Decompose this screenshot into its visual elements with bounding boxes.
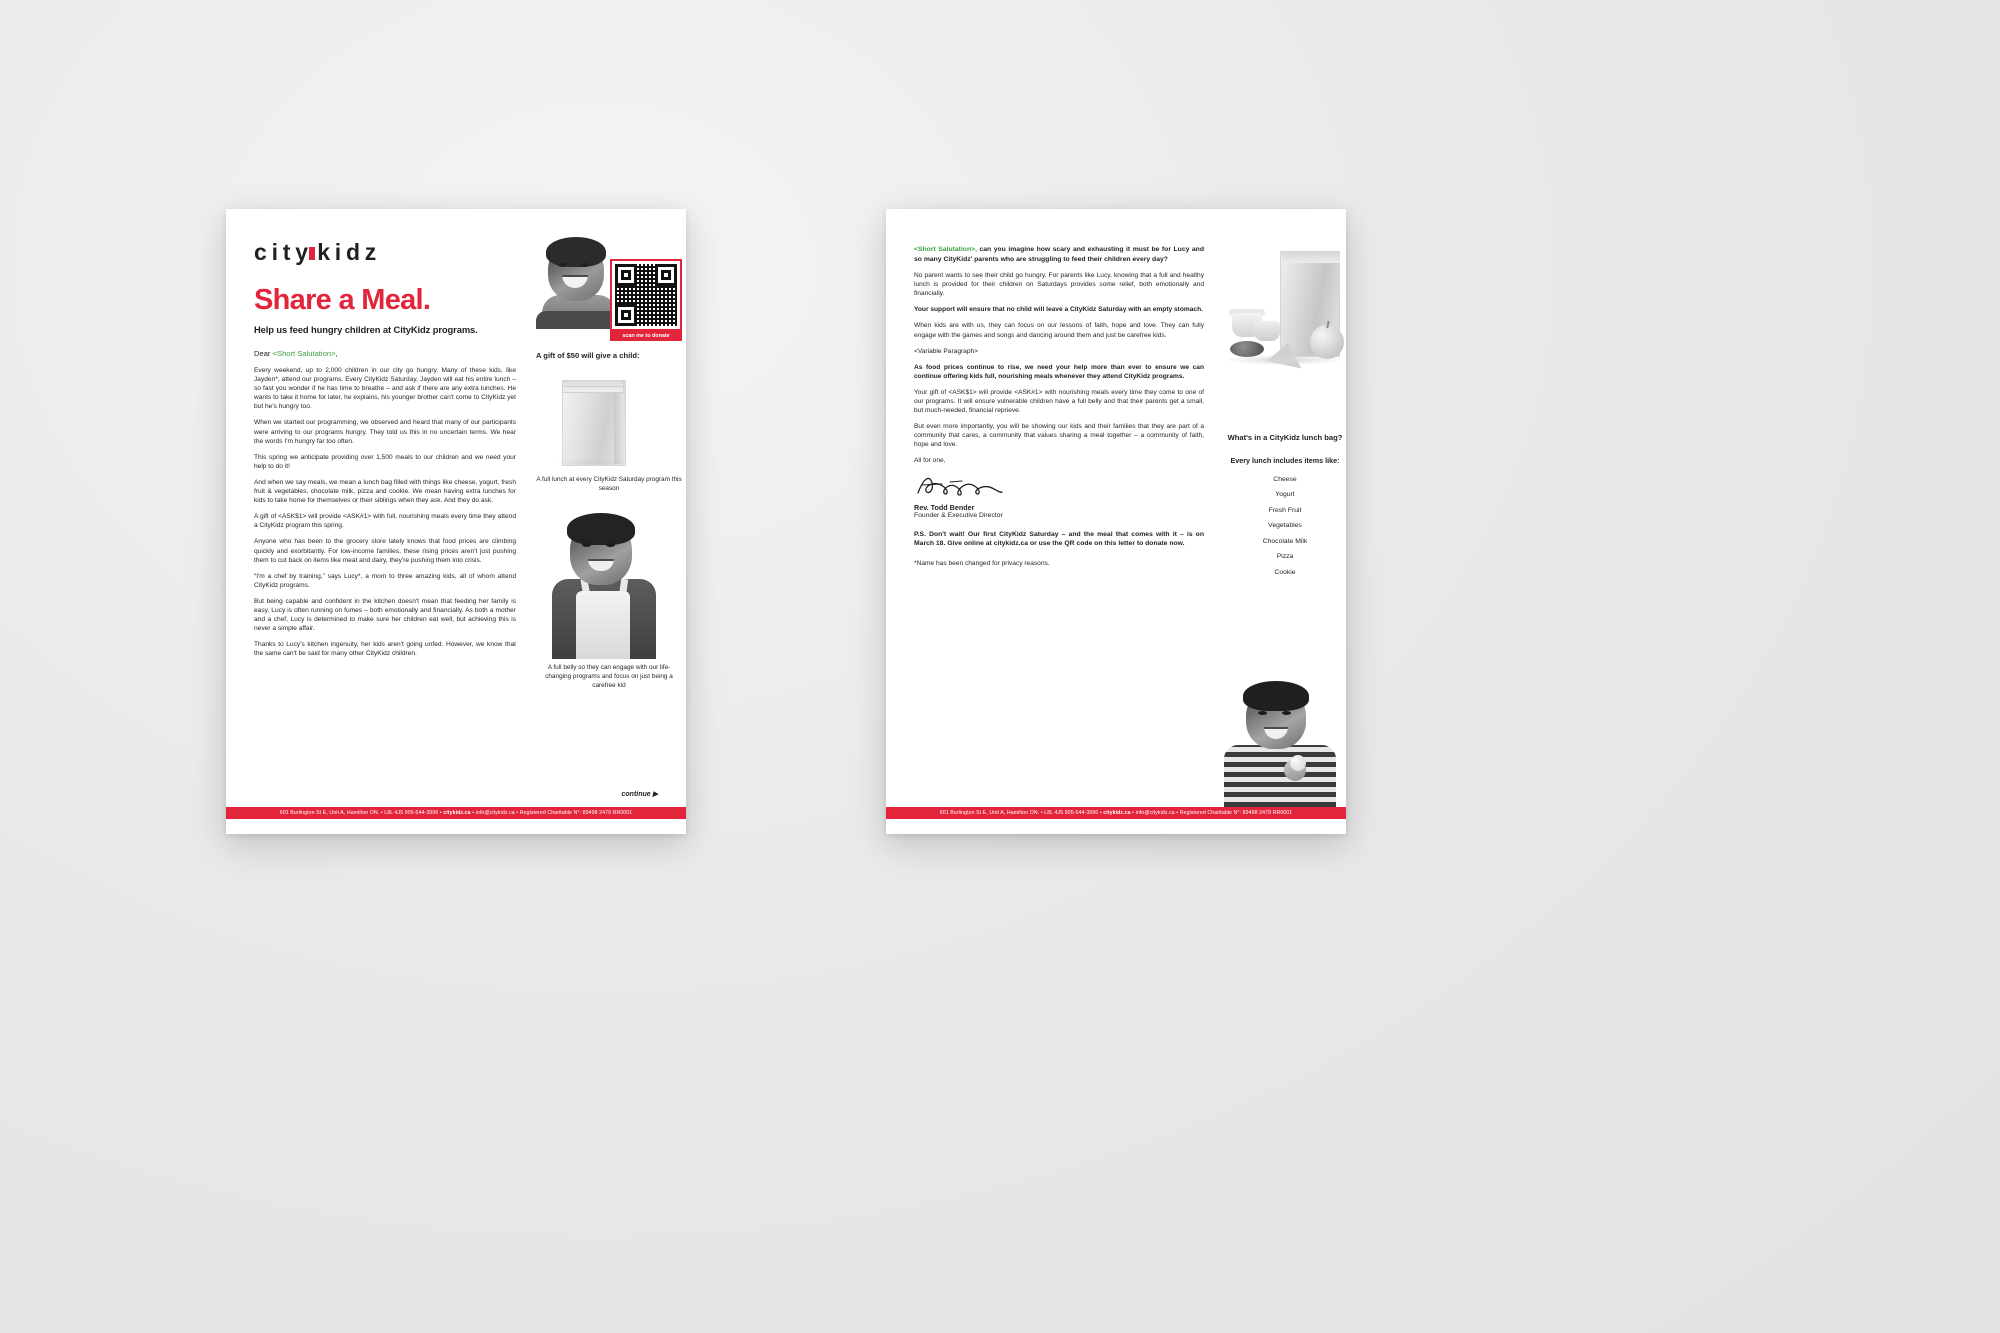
qr-caption: scan me to donate xyxy=(610,331,682,341)
paragraph: And when we say meals, we mean a lunch bag filled with things like cheese, yogurt, fresh fruit & vegetables, chocolate milk, pizza and cookie. We mean having extra lunches for kids to take home for themselves or their siblings when they ask. And they do ask. xyxy=(254,478,516,505)
paragraph-ask: A gift of <ASK$1> will provide <ASK#1> with full, nourishing meals every time they attend a CityKidz program this spring. xyxy=(254,513,516,530)
footer-site: citykidz.ca xyxy=(443,810,471,816)
logo-text-left: c i t y xyxy=(254,239,308,265)
list-item: Chocolate Milk xyxy=(1262,537,1308,545)
footer-address: 601 Burlington St E, Unit A, Hamilton ON. • L8L 4J5 905-544-3996 • xyxy=(279,810,444,816)
paragraph: Every weekend, up to 2,000 children in our city go hungry. Many of these kids, like Jayden*, attend our programs. Every CityKidz Saturday, Jayden will eat his entire lunch – so fast you wonder if he has time to breathe – and ask if there are any extra lunches. He wants to take it home for later, he explains, his younger brother can't come to CityKidz yet but he's hungry too. xyxy=(254,367,516,411)
lunch-bag-subhead: Every lunch includes items like: xyxy=(1230,456,1340,466)
qr-code-frame[interactable] xyxy=(610,259,682,331)
page-2-content xyxy=(886,209,1346,834)
letter-page-1 xyxy=(226,209,686,834)
postscript: P.S. Don't wait! Our first CityKidz Saturday – and the meal that comes with it – is on March 18. Give online at citykidz.ca or use the QR code on this letter to donate now. xyxy=(914,530,1204,548)
footer-address: 601 Burlington St E, Unit A, Hamilton ON. • L8L 4J5 905-544-3996 • xyxy=(939,810,1104,816)
list-item: Pizza xyxy=(1276,553,1294,561)
signature-svg xyxy=(914,473,1004,499)
logo-i-mark-icon xyxy=(309,247,315,260)
paragraph: Anyone who has been to the grocery store lately knows that food prices are climbing quickly and exorbitantly. For low-income families, these rising prices aren't just pushing them to cut back on items like meat and dairy, they're pushing them into crisis. xyxy=(254,538,516,564)
qr-donate-block[interactable] xyxy=(610,259,682,341)
paragraph: No parent wants to see their child go hungry. For parents like Lucy, knowing that a full and healthy lunch is provided for their children on Saturdays provides some relief, both emotionally and financially. xyxy=(914,272,1204,298)
page-1-body-column xyxy=(254,349,516,665)
page-title: Share a Meal. xyxy=(254,284,431,316)
footer-bar-page-1 xyxy=(226,807,686,819)
paragraph: “I'm a chef by training,” says Lucy*, a mom to three amazing kids, all of whom attend CityKidz programs. xyxy=(254,572,516,589)
signer-name: Rev. Todd Bender xyxy=(914,502,975,512)
list-item: Vegetables xyxy=(1268,522,1302,530)
lunch-bag-illustration xyxy=(536,374,682,470)
page-2-sidebar xyxy=(1224,229,1346,584)
footer-email: • info@citykidz.ca • xyxy=(1130,810,1180,816)
lunch-bag-caption: A full lunch at every CityKidz Saturday program this season xyxy=(536,476,682,492)
footer-email: • info@citykidz.ca • xyxy=(470,810,520,816)
letter-page-2 xyxy=(886,209,1346,834)
lunch-items-list xyxy=(1224,476,1346,576)
page-1-content xyxy=(226,209,686,834)
list-item: Cheese xyxy=(1273,475,1297,483)
page-2-body-column xyxy=(914,245,1204,567)
signature-image xyxy=(914,473,1204,499)
lead-salutation-token: <Short Salutation>, xyxy=(914,246,977,253)
page-1-sidebar xyxy=(536,237,682,690)
footer-site: citykidz.ca xyxy=(1103,810,1131,816)
lunch-contents-illustration xyxy=(1224,229,1346,419)
photo-boy-striped-shirt xyxy=(1216,685,1346,807)
footer-charity: Registered Charitable N°: 89498 2479 RR0001 xyxy=(519,810,633,816)
paragraph: Thanks to Lucy's kitchen ingenuity, her kids aren't going unfed. However, we know that the same can't be said for many other CityKidz children. xyxy=(254,641,516,658)
list-item: Cookie xyxy=(1274,568,1296,576)
paragraph: When kids are with us, they can focus on our lessons of faith, hope and love. They can fully engage with the games and songs and dancing around them and just be carefree kids. xyxy=(914,322,1204,339)
photo-smiling-boy xyxy=(536,237,682,340)
list-item: Fresh Fruit xyxy=(1268,506,1302,514)
photo-boy-in-apron xyxy=(536,513,682,658)
lunch-bag-question: What's in a CityKidz lunch bag? xyxy=(1227,433,1343,442)
paragraph: This spring we anticipate providing over 1,500 meals to our children and we need your help to do it! xyxy=(254,453,516,470)
continue-label: continue ▶ xyxy=(621,791,658,798)
paragraph: But even more importantly, you will be showing our kids and their families that they are part of a community that cares, a community that values sharing a meal together – a community of faith, hope and love. xyxy=(914,423,1204,449)
salutation xyxy=(254,349,516,358)
footer-charity: Registered Charitable N°: 89498 2479 RR0001 xyxy=(1179,810,1293,816)
paragraph: But being capable and confident in the kitchen doesn't mean that feeding her family is easy. Lucy is often running on fumes – both emotionally and financially. As both a mother and a chef, Lucy is determined to make sure her children eat well, but achieving this is never a simple affair. xyxy=(254,597,516,633)
salutation-prefix: Dear xyxy=(254,349,273,358)
paragraph-bold: As food prices continue to rise, we need your help more than ever to ensure we can continue offering kids full, nourishing meals whenever they attend CityKidz programs. xyxy=(914,363,1204,380)
closing-line: All for one, xyxy=(914,457,946,465)
logo-text-right: k i d z xyxy=(317,239,376,265)
gift-heading: A gift of $50 will give a child: xyxy=(536,351,640,360)
paragraph-ask: Your gift of <ASK$1> will provide <ASK#1> with nourishing meals every time they come to one of our programs. It will ensure vulnerable children have a full belly and that their parents get a small, but much-needed, financial reprieve. xyxy=(914,388,1204,415)
variable-paragraph-token: <Variable Paragraph> xyxy=(914,347,979,355)
salutation-suffix: , xyxy=(335,349,338,358)
lead-text: can you imagine how scary and exhausting it must be for Lucy and so many CityKidz' parents who are struggling to feed their children every day? xyxy=(914,246,1204,263)
boy-photo-caption: A full belly so they can engage with our life-changing programs and focus on just being a carefree kid xyxy=(545,664,673,689)
lead-paragraph xyxy=(914,245,1204,264)
signer-title: Founder & Executive Director xyxy=(914,511,1003,519)
salutation-token: <Short Salutation> xyxy=(272,349,336,358)
paragraph: When we started our programming, we observed and heard that many of our participants were arriving to our programs hungry. They told us this in no uncertain terms. We hear the words I'm hungry far too often. xyxy=(254,419,516,445)
qr-code-icon[interactable] xyxy=(615,264,677,326)
paragraph-bold: Your support will ensure that no child will leave a CityKidz Saturday with an empty stomach. xyxy=(914,306,1203,314)
page-subtitle: Help us feed hungry children at CityKidz programs. xyxy=(254,324,478,335)
footer-bar-page-2 xyxy=(886,807,1346,819)
list-item: Yogurt xyxy=(1275,491,1295,499)
privacy-note: *Name has been changed for privacy reasons. xyxy=(914,559,1050,567)
